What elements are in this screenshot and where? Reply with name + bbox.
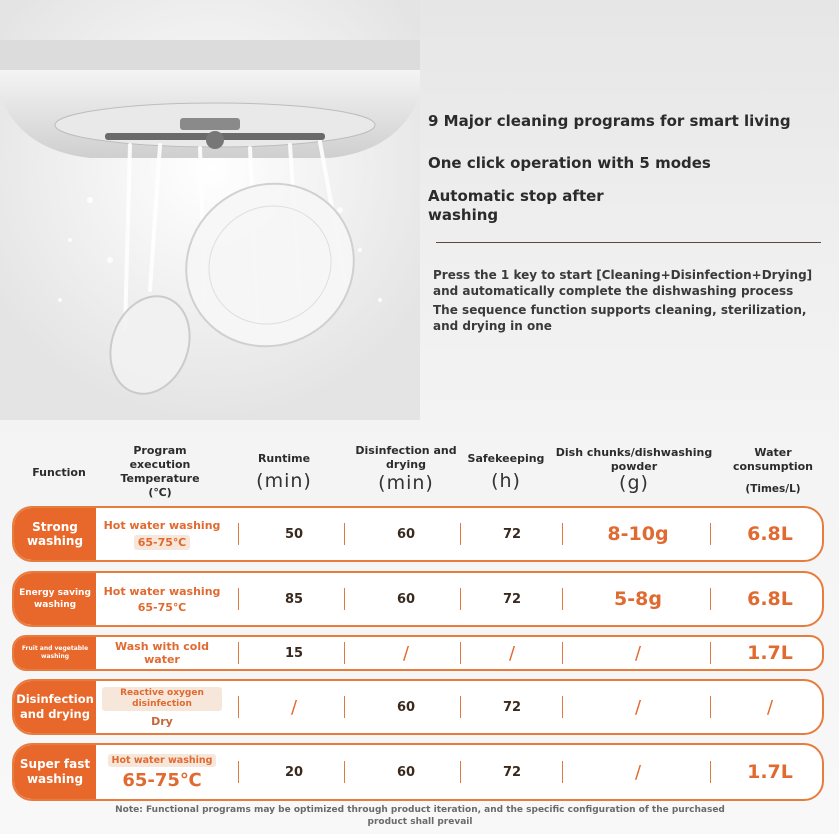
- header-safekeeping: [467, 452, 545, 492]
- separator: [344, 523, 345, 545]
- dishwasher-spray-illustration: [0, 0, 420, 420]
- row-program: Hot water washing: [108, 754, 217, 767]
- row-powder: /: [634, 761, 642, 783]
- row-disinfection: /: [402, 642, 410, 664]
- header-runtime: [238, 452, 330, 492]
- row-water: 6.8L: [747, 588, 793, 610]
- row-temperature: 65-75℃: [122, 769, 202, 791]
- separator: [344, 761, 345, 783]
- row-runtime: /: [290, 696, 298, 718]
- row-program-cell: [102, 573, 222, 625]
- separator: [344, 696, 345, 718]
- separator: [238, 761, 239, 783]
- row-safekeeping: 72: [502, 591, 522, 607]
- header-disinfection: [352, 444, 460, 494]
- header-powder: [552, 446, 716, 494]
- separator: [562, 588, 563, 610]
- separator: [238, 523, 239, 545]
- header-safekeeping-unit: (h): [491, 470, 521, 492]
- headline-programs: 9 Major cleaning programs for smart living: [428, 112, 791, 130]
- separator: [710, 588, 711, 610]
- separator: [460, 523, 461, 545]
- row-disinfection: 60: [396, 526, 416, 542]
- row-temperature: 65-75℃: [134, 535, 191, 550]
- headline-auto-stop: Automatic stop after washing: [428, 187, 604, 224]
- row-powder: 8-10g: [607, 523, 669, 545]
- separator: [710, 523, 711, 545]
- separator: [710, 696, 711, 718]
- row-function: Fruit and vegetable washing: [14, 637, 96, 669]
- row-temperature: 65-75℃: [137, 600, 187, 614]
- separator: [710, 642, 711, 664]
- row-safekeeping: 72: [502, 764, 522, 780]
- row-water: 1.7L: [747, 761, 793, 783]
- paragraph-one-key: Press the 1 key to start [Cleaning+Disinfection+Drying] and automatically complete the dishwashing process: [433, 268, 813, 298]
- row-program-cell: [102, 681, 222, 733]
- row-safekeeping: 72: [502, 699, 522, 715]
- row-program-cell: [102, 745, 222, 799]
- row-program: Reactive oxygen disinfection: [102, 687, 222, 711]
- header-water-unit: (Times/L): [745, 483, 801, 495]
- row-temperature: Dry: [151, 714, 173, 728]
- header-powder-label: Dish chunks/dishwashing powder: [555, 446, 713, 473]
- row-disinfection: 60: [396, 764, 416, 780]
- row-disinfection: 60: [396, 699, 416, 715]
- header-temperature-label: Temperature (℃): [120, 472, 200, 499]
- row-runtime: 20: [284, 764, 304, 780]
- header-program: [108, 444, 212, 500]
- header-powder-unit: (g): [619, 472, 649, 494]
- separator: [562, 761, 563, 783]
- header-disinfection-label: Disinfection and drying: [355, 444, 457, 471]
- separator: [238, 588, 239, 610]
- separator: [238, 696, 239, 718]
- header-program-label: Program execution: [129, 444, 191, 471]
- header-disinfection-unit: (min): [378, 472, 434, 494]
- row-function: Strong washing: [14, 508, 96, 560]
- separator: [460, 642, 461, 664]
- separator: [562, 523, 563, 545]
- row-runtime: 85: [284, 591, 304, 607]
- table-row: [12, 571, 824, 627]
- row-program: Hot water washing: [103, 584, 221, 598]
- headline-one-click: One click operation with 5 modes: [428, 154, 711, 172]
- separator: [710, 761, 711, 783]
- row-disinfection: 60: [396, 591, 416, 607]
- row-water: 6.8L: [747, 523, 793, 545]
- table-row: [12, 635, 824, 671]
- row-function: Super fast washing: [14, 745, 96, 799]
- paragraph-sequence: The sequence function supports cleaning, sterilization, and drying in one: [433, 303, 807, 333]
- row-water: 1.7L: [747, 642, 793, 664]
- separator: [460, 761, 461, 783]
- row-program: Hot water washing: [103, 518, 221, 532]
- row-program-cell: [102, 508, 222, 560]
- row-water: /: [766, 696, 774, 718]
- row-runtime: 15: [284, 645, 304, 661]
- row-powder: /: [634, 642, 642, 664]
- header-water-label: Water consumption: [732, 446, 814, 473]
- header-runtime-label: Runtime: [257, 452, 311, 465]
- separator: [344, 588, 345, 610]
- header-runtime-unit: (min): [256, 470, 312, 492]
- divider: [436, 242, 821, 243]
- row-program-cell: [102, 637, 222, 669]
- row-function: Energy saving washing: [14, 573, 96, 625]
- row-powder: 5-8g: [614, 588, 662, 610]
- row-program: Wash with cold water: [115, 640, 209, 666]
- table-row: [12, 743, 824, 801]
- separator: [460, 696, 461, 718]
- row-safekeeping: /: [508, 642, 516, 664]
- table-row: [12, 679, 824, 735]
- row-safekeeping: 72: [502, 526, 522, 542]
- separator: [238, 642, 239, 664]
- separator: [460, 588, 461, 610]
- table-row: [12, 506, 824, 562]
- separator: [562, 696, 563, 718]
- header-safekeeping-label: Safekeeping: [467, 452, 545, 465]
- header-function: Function: [32, 466, 86, 479]
- row-runtime: 50: [284, 526, 304, 542]
- footnote: Note: Functional programs may be optimized through product iteration, and the specific configuration of the purchased product shall prevail: [115, 805, 725, 827]
- header-water: [728, 446, 818, 496]
- separator: [562, 642, 563, 664]
- row-powder: /: [634, 696, 642, 718]
- row-function: Disinfection and drying: [14, 681, 96, 733]
- separator: [344, 642, 345, 664]
